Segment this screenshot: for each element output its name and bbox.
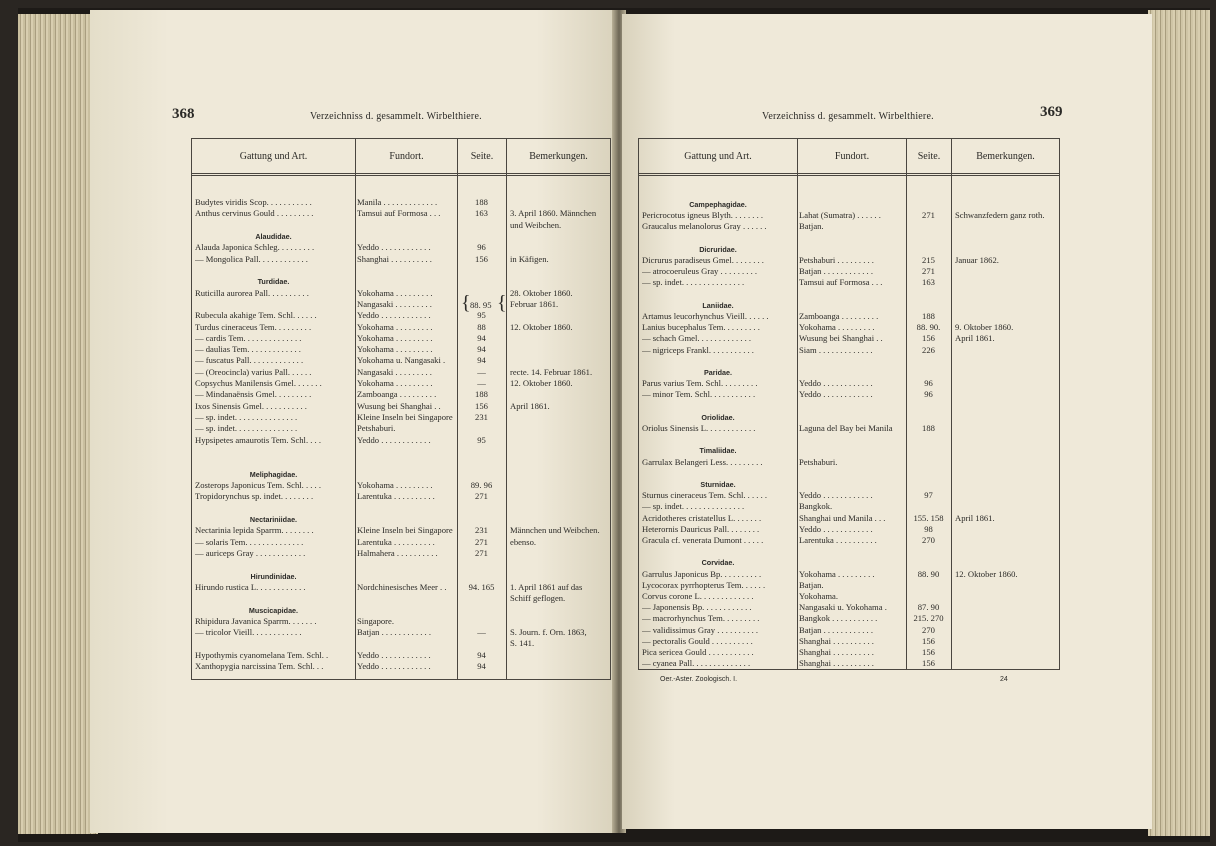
species-cell: — tricolor Vieill. . . . . . . . . . . . [195,627,302,638]
locality-cell: Singapore. [357,615,394,626]
table-row [639,333,1059,344]
page-cell: 270 [922,535,935,545]
table-row [192,197,610,208]
table-row [639,423,1059,434]
species-cell: — auriceps Gray . . . . . . . . . . . . [195,547,306,558]
table-row [639,613,1059,624]
page-cell: 156 [922,647,935,657]
table-row [639,221,1059,232]
species-cell: — sp. indet. . . . . . . . . . . . . . . [195,412,298,423]
species-cell: — nigriceps Frankl. . . . . . . . . . . [642,344,754,355]
species-cell: — minor Tem. Schl. . . . . . . . . . . [642,389,756,400]
table-row [639,389,1059,400]
page-cell: 96 [924,378,933,389]
family-heading: Sturnidae. [700,480,736,489]
table-row [192,616,610,627]
table-row [192,344,610,355]
locality-cell: Wusung bei Shanghai . . [357,400,441,411]
locality-cell: Nangasaki . . . . . . . . . [357,366,432,377]
page-cell: 94 [477,355,486,366]
species-cell: — pectoralis Gould . . . . . . . . . . [642,635,753,646]
species-cell: Hypothymis cyanomelana Tem. Schl. . [195,649,329,660]
page-cell: 88 [477,321,486,332]
locality-cell: Yokohama . . . . . . . . . [357,332,433,343]
species-cell: — cyanea Pall. . . . . . . . . . . . . . [642,658,751,669]
table-row [639,591,1059,602]
page-cell: 96 [477,242,486,253]
remark-text: S. 141. [510,638,535,649]
page-number-left: 368 [172,106,195,122]
page-cell: 188 [475,389,488,400]
remark-text: recte. 14. Februar 1861. [510,366,593,377]
locality-cell: Batjan. [799,579,824,590]
locality-cell: Petshaburi. [357,423,396,434]
species-cell: — sp. indet. . . . . . . . . . . . . . . [195,423,298,434]
locality-cell: Batjan . . . . . . . . . . . . [357,627,431,638]
header-species: Gattung und Art. [639,139,797,174]
table-row [192,548,610,559]
species-cell: Budytes viridis Scop. . . . . . . . . . . [195,197,312,207]
table-row [192,389,610,400]
footer-signature: Oer.-Aster. Zoologisch. I. [660,676,738,683]
table-row [192,242,610,253]
species-cell: Garrulax Belangeri Less. . . . . . . . . [642,456,763,467]
right-page [622,14,1152,829]
locality-cell: Wusung bei Shanghai . . [799,333,883,344]
species-cell: Pica sericea Gould . . . . . . . . . . . [642,647,754,657]
page-cell: 89. 96 [470,480,493,490]
species-cell: Hypsipetes amaurotis Tem. Schl. . . . [195,434,321,445]
locality-cell: Nordchinesisches Meer . . [357,581,447,592]
page-cell: 271 [475,547,488,558]
table-row [639,602,1059,613]
family-heading: Nectariniidae. [249,514,298,524]
brace-pages: 88. 95 [470,300,492,310]
locality-cell: Zamboanga . . . . . . . . . [357,389,437,400]
page-cell: 188 [922,423,935,433]
species-cell: Pericrocotus igneus Blyth. . . . . . . . [642,210,764,221]
locality-cell: Batjan. [799,221,824,232]
page-cell: 87. 90 [917,602,940,613]
family-heading: Timaliidae. [699,446,737,456]
table-row [639,501,1059,512]
page-cell: 94. 165 [468,581,495,592]
page-cell: 226 [922,344,935,355]
table-row [639,580,1059,591]
locality-cell: Yeddo . . . . . . . . . . . . [357,242,431,253]
page-cell: — [477,627,486,638]
species-cell: — (Oreocincla) varius Pall. . . . . . [195,366,312,377]
species-cell: Nectarinia lepida Sparrm. . . . . . . . [195,525,314,536]
page-cell: 215 [922,255,935,265]
locality-cell: Yeddo . . . . . . . . . . . . [357,649,431,660]
page-cell: 188 [475,197,488,207]
locality-cell: Lahat (Sumatra) . . . . . . [799,210,881,221]
page-cell: 88. 90. [916,322,941,333]
locality-cell: Nangasaki u. Yokohama . [799,602,887,613]
table-row [192,491,610,502]
locality-cell: Siam . . . . . . . . . . . . . [799,344,873,355]
locality-cell: Tamsui auf Formosa . . . [357,208,441,219]
species-cell: — validissimus Gray . . . . . . . . . . [642,624,759,635]
species-cell: Copsychus Manilensis Gmel. . . . . . . [195,378,322,389]
brace-right: { [497,292,507,314]
family-heading: Muscicapidae. [248,605,299,615]
remark-text: April 1861. [510,400,550,411]
remark-text: Januar 1862. [955,255,999,265]
header-locality: Fundort. [798,139,906,174]
locality-cell: Yeddo . . . . . . . . . . . . [357,310,431,321]
species-cell: — Mongolica Pall. . . . . . . . . . . . [195,253,308,264]
locality-cell: Yokohama u. Nangasaki . [357,355,446,366]
table-row [192,355,610,366]
table-row [639,647,1059,658]
table-row [639,490,1059,501]
page-cell: 271 [922,266,935,277]
species-cell: Hirundo rustica L. . . . . . . . . . . . [195,581,306,592]
table-row [192,333,610,344]
remark-text: ebenso. [510,536,537,547]
species-table-right [638,138,1060,670]
species-cell: Corvus corone L. . . . . . . . . . . . . [642,591,754,601]
page-edges-right [1148,10,1210,836]
remark-text: in Käfigen. [510,253,549,264]
page-cell: 95 [477,310,486,321]
remark-text: Schwanzfedern ganz roth. [955,210,1045,221]
species-cell: Dicrurus paradiseus Gmel. . . . . . . . [642,255,764,265]
species-cell: Ruticilla aurorea Pall. . . . . . . . . . [195,287,309,298]
table-row [639,524,1059,535]
page-cell: 215. 270 [913,613,944,624]
header-species: Gattung und Art. [192,139,355,174]
table-row [192,480,610,491]
locality-cell: Nangasaki . . . . . . . . . [357,298,432,309]
species-cell: Ixos Sinensis Gmel. . . . . . . . . . . [195,400,307,411]
remark-text: und Weibchen. [510,219,562,230]
page-cell: 231 [475,412,488,423]
family-heading: Oriolidae. [701,412,735,422]
page-number-right: 369 [1040,104,1063,120]
locality-cell: Shanghai . . . . . . . . . . [799,635,874,646]
header-remarks: Bemerkungen. [507,139,610,174]
table-row [639,311,1059,322]
page-cell: 156 [475,400,488,411]
species-cell: Sturnus cineraceus Tem. Schl. . . . . . [642,490,768,501]
page-cell: 94 [477,332,486,343]
remark-text: 28. Oktober 1860. [510,287,573,298]
table-row [192,310,610,321]
page-cell: 156 [922,333,935,344]
table-row [639,513,1059,524]
table-row [639,266,1059,277]
species-cell: Lycocorax pyrrhopterus Tem. . . . . . [642,579,766,590]
page-cell: 156 [922,658,935,669]
header-page: Seite. [458,139,506,174]
page-cell: 156 [922,635,935,646]
locality-cell: Petshaburi . . . . . . . . . [799,255,874,265]
locality-cell: Yokohama . . . . . . . . . [799,568,875,579]
table-row [639,636,1059,647]
remark-text: April 1861. [955,333,995,344]
page-cell: 98 [924,523,933,534]
family-heading: Turdidae. [257,277,290,287]
species-cell: — atrocoeruleus Gray . . . . . . . . . [642,266,758,277]
page-cell: 97 [924,490,933,501]
page-cell: 96 [924,389,933,400]
species-cell: — Japonensis Bp. . . . . . . . . . . . [642,602,752,613]
page-cell: 163 [922,277,935,288]
table-row [639,625,1059,636]
species-cell: — sp. indet. . . . . . . . . . . . . . . [642,277,745,288]
locality-cell: Halmahera . . . . . . . . . . [357,547,438,558]
table-row [192,412,610,423]
locality-cell: Yokohama . . . . . . . . . [357,378,433,389]
family-heading: Campephagidae. [689,200,747,209]
table-row [639,277,1059,288]
header-locality: Fundort. [356,139,457,174]
locality-cell: Laguna del Bay bei Manila [799,423,893,433]
species-table-left [191,138,611,680]
remark-text: Schiff geflogen. [510,593,566,604]
species-cell: Rubecula akahige Tem. Schl. . . . . . [195,310,317,321]
remark-text: 9. Oktober 1860. [955,322,1014,333]
running-head-right: Verzeichniss d. gesammelt. Wirbelthiere. [762,111,934,122]
table-row [639,658,1059,669]
locality-cell: Kleine Inseln bei Singapore [357,525,453,536]
species-cell: Lanius bucephalus Tem. . . . . . . . . [642,322,760,333]
locality-cell: Bangkok . . . . . . . . . . . [799,613,878,624]
locality-cell: Yeddo . . . . . . . . . . . . [799,389,873,400]
species-cell: Xanthopygia narcissina Tem. Schl. . . [195,661,324,672]
species-cell: Anthus cervinus Gould . . . . . . . . . [195,208,314,219]
table-row [639,378,1059,389]
page-cell: 270 [922,624,935,635]
family-heading: Corvidae. [701,558,735,568]
species-cell: Artamus leucorhynchus Vieill. . . . . . [642,311,769,321]
species-cell: Heterornis Dauricus Pall. . . . . . . . [642,523,760,534]
table-row [192,537,610,548]
page-cell: 94 [477,649,486,660]
locality-cell: Manila . . . . . . . . . . . . . [357,197,438,207]
page-cell: 271 [922,210,935,221]
locality-cell: Shanghai . . . . . . . . . . [357,253,432,264]
page-cell: 156 [475,253,488,264]
locality-cell: Batjan . . . . . . . . . . . . [799,266,873,277]
species-cell: — solaris Tem. . . . . . . . . . . . . . [195,536,304,547]
remark-text: 12. Oktober 1860. [510,378,573,389]
running-head-left: Verzeichniss d. gesammelt. Wirbelthiere. [310,111,482,122]
species-cell: Oriolus Sinensis L. . . . . . . . . . . . [642,423,756,433]
family-heading: Dicruridae. [699,244,737,254]
page-cell: 271 [475,536,488,547]
locality-cell: Larentuka . . . . . . . . . . [799,535,877,545]
remark-text: 12. Oktober 1860. [955,568,1018,579]
locality-cell: Petshaburi. [799,456,838,467]
table-row [639,345,1059,356]
remark-text: 12. Oktober 1860. [510,321,573,332]
locality-cell: Yeddo . . . . . . . . . . . . [799,378,873,389]
family-heading: Meliphagidae. [249,469,298,479]
table-row [639,457,1059,468]
locality-cell: Yeddo . . . . . . . . . . . . [799,490,873,501]
species-cell: — sp. indet. . . . . . . . . . . . . . . [642,501,745,512]
locality-cell: Larentuka . . . . . . . . . . [357,491,435,502]
locality-cell: Kleine Inseln bei Singapore [357,412,453,423]
remark-text: S. Journ. f. Orn. 1863, [510,627,587,638]
header-remarks: Bemerkungen. [952,139,1059,174]
locality-cell: Yeddo . . . . . . . . . . . . [357,661,431,672]
species-cell: — daulias Tem. . . . . . . . . . . . . [195,344,301,355]
locality-cell: Shanghai und Manila . . . [799,512,886,523]
species-cell: — macrorhynchus Tem. . . . . . . . . [642,613,760,624]
locality-cell: Yokohama . . . . . . . . . [357,480,433,490]
species-cell: Graucalus melanolorus Gray . . . . . . [642,221,767,232]
species-cell: Acridotheres cristatellus L. . . . . . . [642,512,762,523]
species-cell: Tropidorynchus sp. indet. . . . . . . . [195,491,314,502]
species-cell: Gracula cf. venerata Dumont . . . . . [642,535,764,545]
locality-cell: Zamboanga . . . . . . . . . [799,311,879,321]
locality-cell: Shanghai . . . . . . . . . . [799,647,874,657]
species-cell: Turdus cineraceus Tem. . . . . . . . . [195,321,312,332]
table-row [639,535,1059,546]
species-cell: — cardis Tem. . . . . . . . . . . . . . [195,332,302,343]
page-cell: 231 [475,525,488,536]
family-heading: Alaudidae. [255,231,292,241]
left-page [90,10,616,833]
species-cell: — fuscatus Pall. . . . . . . . . . . . . [195,355,304,366]
species-cell: Rhipidura Javanica Sparrm. . . . . . . [195,615,317,626]
locality-cell: Batjan . . . . . . . . . . . . [799,624,873,635]
brace-left: { [461,292,471,314]
remark-text: Männchen und Weibchen. [510,525,600,536]
locality-cell: Yokohama . . . . . . . . . [799,322,875,333]
species-cell: Alauda Japonica Schleg. . . . . . . . . [195,242,315,253]
locality-cell: Larentuka . . . . . . . . . . [357,536,435,547]
table-row [192,650,610,661]
table-row [192,661,610,672]
species-cell: Garrulus Japonicus Bp. . . . . . . . . . [642,568,762,579]
footer-sheet-number: 24 [1000,676,1008,683]
page-cell: 95 [477,434,486,445]
species-cell: — Mindanaënsis Gmel. . . . . . . . . [195,389,312,400]
locality-cell: Yeddo . . . . . . . . . . . . [799,523,873,534]
page-cell: — [477,378,486,389]
table-row [192,435,610,446]
page-cell: 163 [475,208,488,219]
locality-cell: Tamsui auf Formosa . . . [799,277,883,288]
page-cell: 94 [477,661,486,672]
locality-cell: Yokohama . . . . . . . . . [357,344,433,355]
species-cell: Zosterops Japonicus Tem. Schl. . . . . [195,480,321,490]
species-cell: Parus varius Tem. Schl. . . . . . . . . [642,378,758,389]
table-row [192,423,610,434]
remark-text: April 1861. [955,512,995,523]
locality-cell: Shanghai . . . . . . . . . . [799,658,874,669]
header-page: Seite. [907,139,951,174]
page-cell: 88. 90 [917,568,940,579]
page-edges-left [18,14,98,834]
remark-text: Februar 1861. [510,298,559,309]
family-heading: Hirundinidae. [250,571,297,581]
family-heading: Laniidae. [702,300,734,310]
locality-cell: Yeddo . . . . . . . . . . . . [357,434,431,445]
locality-cell: Yokohama . . . . . . . . . [357,321,433,332]
locality-cell: Yokohama. [799,591,838,601]
species-cell: — schach Gmel. . . . . . . . . . . . . [642,333,752,344]
page-cell: — [477,366,486,377]
remark-text: 3. April 1860. Männchen [510,208,597,219]
family-heading: Paridae. [704,368,732,377]
locality-cell: Yokohama . . . . . . . . . [357,287,433,298]
page-cell: 271 [475,491,488,502]
locality-cell: Bangkok. [799,501,833,512]
page-cell: 94 [477,344,486,355]
page-cell: 155. 158 [913,512,944,523]
remark-text: 1. April 1861 auf das [510,581,583,592]
page-cell: 188 [922,311,935,321]
